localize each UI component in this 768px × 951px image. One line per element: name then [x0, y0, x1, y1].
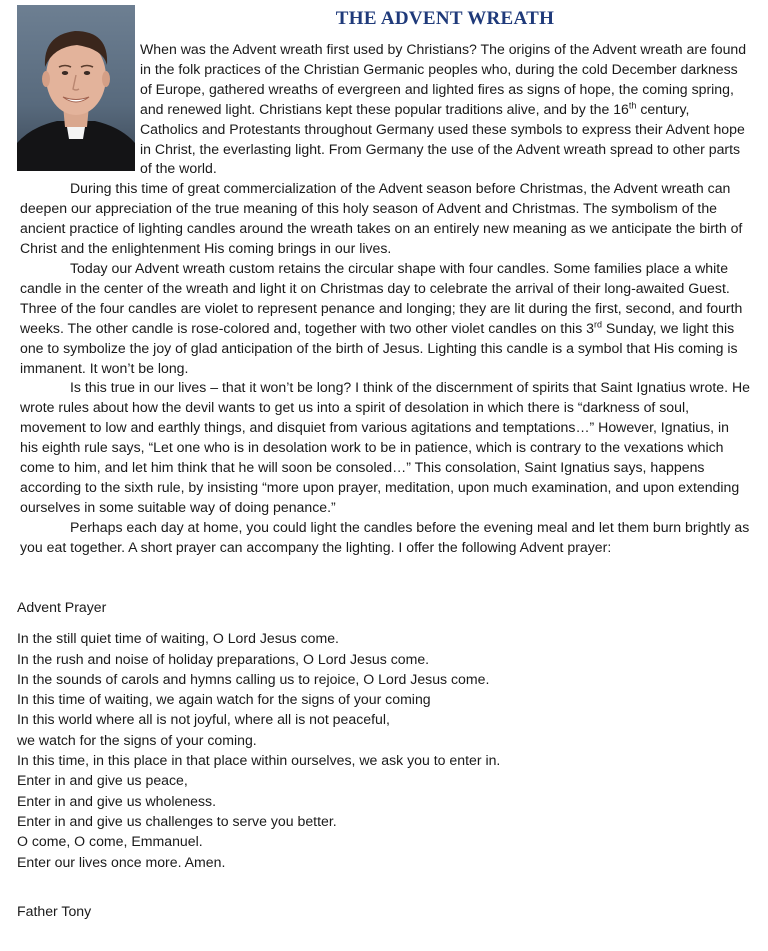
photo-wrap-spacer	[20, 36, 140, 172]
prayer-line: In this time of waiting, we again watch for the signs of your coming	[17, 691, 431, 708]
prayer-line: In this world where all is not joyful, where all is not peaceful,	[17, 711, 390, 728]
prayer-line: O come, O come, Emmanuel.	[17, 833, 203, 850]
prayer-line: we watch for the signs of your coming.	[17, 731, 257, 748]
prayer-line: Enter our lives once more. Amen.	[17, 853, 226, 870]
prayer-line: In this time, in this place in that place within ourselves, we ask you to enter in.	[17, 752, 501, 769]
paragraph-2: During this time of great commercialization of the Advent season before Christmas, the Advent wreath can deepen our appreciation of the true meaning of this holy season of Advent and Christmas. The symbolism of the ancient practice of lighting candles around the wreath takes on an entirely new meaning as we anticipate the birth of Christ and the enlightenment His coming brings in our lives.	[20, 180, 743, 257]
paragraph-4: Is this true in our lives – that it won’t be long? I think of the discernment of spirits that Saint Ignatius wrote. He wrote rules about how the devil wants to get us into a spirit of desolation in which there is “darkness of soul, movement to low and earthly things, and disquiet from various agitations and temptations…” However, Ignatius, in his eighth rule says, “Let one who is in desolation work to be in patience, which is contrary to the vexations which come to him, and let him think that he will soon be consoled…” This consolation, Saint Ignatius says, happens according to the sixth rule, by insisting “more upon prayer, meditation, upon much examination, and upon extending ourselves in some suitable way of doing penance.”	[20, 379, 750, 515]
article-body	[20, 40, 750, 558]
signature: Father Tony	[17, 903, 92, 919]
advent-prayer	[17, 597, 757, 872]
prayer-line: In the still quiet time of waiting, O Lord Jesus come.	[17, 630, 339, 647]
paragraph-3: Today our Advent wreath custom retains the circular shape with four candles. Some families place a white candle in the center of the wreath and light it on Christmas day to celebrate the arrival of their long-awaited Guest. Three of the four candles are violet to represent penance and longing; they are lit during the first, second, and fourth weeks. The other candle is rose-colored and, together with two other violet candles on this 3rd Sunday, we light this one to symbolize the joy of glad anticipation of the birth of Jesus. Lighting this candle is a symbol that His coming is immanent. It won’t be long.	[20, 259, 743, 376]
prayer-line: Enter in and give us challenges to serve you better.	[17, 812, 337, 829]
paragraph-1: When was the Advent wreath first used by Christians? The origins of the Advent wreath are found in the folk practices of the Christian Germanic peoples who, during the cold December darkness of Europe, gathered wreaths of evergreen and lighted fires as signs of hope, the coming spring, and renewed light. Christians kept these popular traditions alive, and by the 16th century, Catholics and Protestants throughout Germany used these symbols to express their Advent hope in Christ, the everlasting light. From Germany the use of the Advent wreath spread to other parts of the world.	[140, 41, 747, 177]
prayer-line: In the sounds of carols and hymns calling us to rejoice, O Lord Jesus come.	[17, 670, 490, 687]
prayer-line: Enter in and give us peace,	[17, 772, 188, 789]
paragraph-5: Perhaps each day at home, you could light the candles before the evening meal and let them burn brightly as you eat together. A short prayer can accompany the lighting. I offer the following Advent prayer:	[20, 518, 750, 555]
prayer-title: Advent Prayer	[17, 599, 107, 615]
prayer-line: Enter in and give us wholeness.	[17, 792, 216, 809]
prayer-line: In the rush and noise of holiday preparations, O Lord Jesus come.	[17, 650, 430, 667]
article-title: THE ADVENT WREATH	[335, 8, 555, 29]
